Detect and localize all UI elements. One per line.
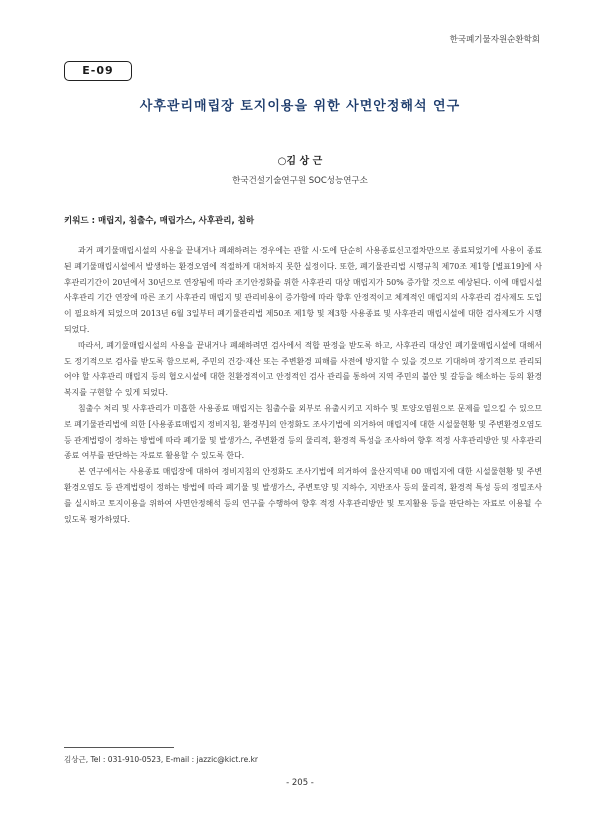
paragraph-1: 과거 폐기물매립시설의 사용을 끝내거나 폐쇄하려는 경우에는 관할 시·도에 단순히 사용종료신고절차만으로 종료되었기에 사용이 종료된 폐기물매립시설에서 발생하는 환경오염에 적절하게 대처하지 못한 실정이다. 또한, 폐기물관리법 시행규칙 제70조 제1항 [별표19]에 사후관리기간이 20년에서 30년으로 연장됨에 따라 조기안정화를 위한 사후관리 대상 매립지가 50% 증가할 것으로 예상된다. 이에 매립시설 사후관리 기간 연장에 따른 조기 사후관리 매립지 및 관리비용이 증가함에 따라 향후 안정적이고 체계적인 매립지의 사후관리 검사제도 도입이 필요하게 되었으며 2013년 6월 3일부터 폐기물관리법 제50조 제1항 및 제3항 사용종료 및 사후관리 매립시설에 대한 검사제도가 시행되었다. (64, 246, 542, 334)
page-number: - 205 - (286, 778, 314, 788)
author-name: ○김 상 근 (277, 156, 323, 167)
abstract-body (64, 243, 542, 527)
paper-code-badge: E-09 (64, 61, 132, 81)
author-affiliation: 한국건설기술연구원 SOC성능연구소 (232, 176, 368, 186)
society-header: 한국폐기물자원순환학회 (449, 35, 540, 45)
paragraph-2: 따라서, 폐기물매립시설의 사용을 끝내거나 폐쇄하려면 검사에서 적합 판정을 받도록 하고, 사후관리 대상인 폐기물매립시설에 대해서도 정기적으로 검사를 받도록 함으로써, 주민의 건강·재산 또는 주변환경 피해를 사전에 방지할 수 있을 것으로 기대하며 장기적으로 관리되어야 할 사후관리 매립지 등의 협오시설에 대한 친환경적이고 안정적인 검사 관리를 통하여 지역 주민의 불안 및 갈등을 해소하는 등의 환경복지를 구현할 수 있게 되었다. (64, 340, 542, 398)
footnote-divider (64, 747, 174, 748)
paragraph-3: 침출수 처리 및 사후관리가 미흡한 사용종료 매립지는 침출수를 외부로 유출시키고 지하수 및 토양오염원으로 문제를 일으킬 수 있으므로 폐기물관리법에 의한 [사용종료매립지 정비지침, 환경부]의 안정화도 조사기법에 의거하여 매립지에 대한 시설물현황 및 주변환경오염도 등 관계법령이 정하는 방법에 따라 폐기물 및 발생가스, 주변환경 등의 물리적, 환경적 특성을 조사하여 향후 적정 사후관리방안 및 사후관리종료 여부를 판단하는 자료로 활용할 수 있도록 한다. (64, 403, 542, 461)
paper-title: 사후관리매립장 토지이용을 위한 사면안정해석 연구 (139, 99, 461, 114)
footnote: 김상근, Tel : 031-910-0523, E-mail : jazzic@kict.re.kr (64, 755, 258, 764)
keywords-line: 키워드 : 매립지, 침출수, 매립가스, 사후관리, 침하 (64, 216, 255, 226)
paragraph-4: 본 연구에서는 사용종료 매립장에 대하여 정비지침의 안정화도 조사기법에 의거하여 울산지역내 00 매립지에 대한 시설물현황 및 주변 환경오염도 등 관계법령이 정하는 방법에 따라 폐기물 및 발생가스, 주변토양 및 지하수, 지반조사 등의 물리적, 환경적 특성 등의 정밀조사를 실시하고 토지이용을 위하여 사면안정해석 등의 연구를 수행하여 향후 적정 사후관리방안 및 토지활용 등을 판단하는 자료로 이용될 수 있도록 평가하였다. (64, 467, 542, 524)
